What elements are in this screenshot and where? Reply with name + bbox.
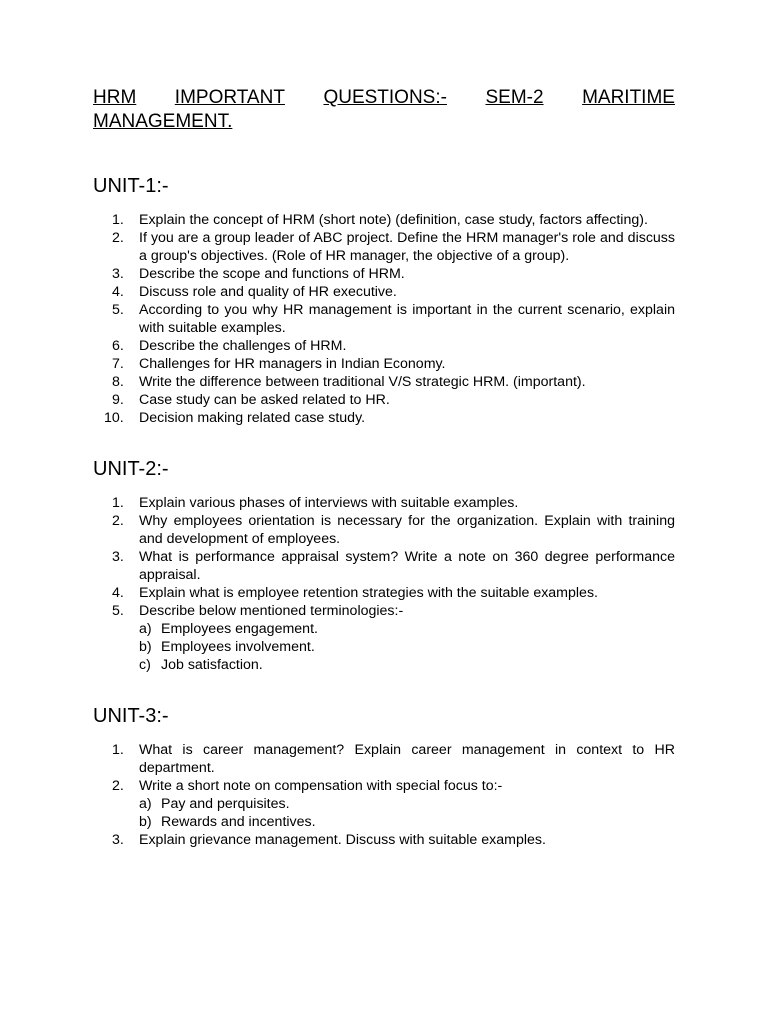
question-text: Decision making related case study.	[139, 410, 366, 426]
unit-2-sub-list	[139, 620, 675, 674]
unit-3-heading: UNIT-3:-	[93, 705, 169, 727]
unit-1-question-list	[93, 211, 675, 427]
sub-item-label: b)	[139, 639, 152, 655]
question-text: Explain various phases of interviews with suitable examples.	[139, 495, 519, 511]
question-number: 5.	[112, 302, 124, 318]
question-number: 9.	[112, 392, 124, 408]
sub-item	[139, 813, 675, 831]
sub-item-label: a)	[139, 621, 152, 637]
question-text: Why employees orientation is necessary for the organization. Explain with training and development of employees.	[139, 513, 675, 547]
question-number: 3.	[112, 266, 124, 282]
question-item	[93, 741, 675, 777]
question-item	[93, 512, 675, 548]
question-item	[93, 373, 675, 391]
question-text: Discuss role and quality of HR executive.	[139, 284, 397, 300]
title-word: MARITIME	[582, 87, 675, 108]
sub-item-label: a)	[139, 796, 152, 812]
question-item	[93, 777, 675, 831]
question-number: 3.	[112, 832, 124, 848]
sub-item	[139, 795, 675, 813]
sub-item	[139, 638, 675, 656]
question-text: Case study can be asked related to HR.	[139, 392, 390, 408]
question-item	[93, 337, 675, 355]
question-item	[93, 602, 675, 674]
question-text: Describe the scope and functions of HRM.	[139, 266, 405, 282]
question-item	[93, 265, 675, 283]
question-number: 1.	[112, 212, 124, 228]
question-number: 1.	[112, 742, 124, 758]
question-item	[93, 283, 675, 301]
sub-item-label: c)	[139, 657, 151, 673]
question-item	[93, 584, 675, 602]
question-item	[93, 355, 675, 373]
question-number: 2.	[112, 513, 124, 529]
question-item	[93, 548, 675, 584]
sub-item-text: Employees engagement.	[161, 621, 318, 637]
title-word: HRM	[93, 87, 137, 108]
unit-3-sub-list	[139, 795, 675, 831]
title-line-1	[93, 86, 675, 110]
question-number: 4.	[112, 585, 124, 601]
sub-item-text: Employees involvement.	[161, 639, 315, 655]
sub-item	[139, 620, 675, 638]
sub-item-label: b)	[139, 814, 152, 830]
question-number: 3.	[112, 549, 124, 565]
document-page	[93, 86, 675, 849]
title-line-2: MANAGEMENT.	[93, 111, 233, 132]
question-number: 5.	[112, 603, 124, 619]
sub-item-text: Job satisfaction.	[161, 657, 263, 673]
question-text: Write the difference between traditional V/S strategic HRM. (important).	[139, 374, 586, 390]
question-text: What is career management? Explain career management in context to HR department.	[139, 742, 675, 776]
question-text: According to you why HR management is important in the current scenario, explain with suitable examples.	[139, 302, 675, 336]
question-item	[93, 494, 675, 512]
question-text: Write a short note on compensation with special focus to:-	[139, 778, 503, 794]
question-item	[93, 229, 675, 265]
question-number: 7.	[112, 356, 124, 372]
unit-2-heading: UNIT-2:-	[93, 458, 169, 480]
title-word: IMPORTANT	[174, 87, 285, 108]
question-number: 8.	[112, 374, 124, 390]
question-item	[93, 391, 675, 409]
question-text: Explain the concept of HRM (short note) (definition, case study, factors affecting).	[139, 212, 648, 228]
question-text: If you are a group leader of ABC project. Define the HRM manager's role and discuss a group's objectives. (Role of HR manager, the objective of a group).	[139, 230, 675, 264]
question-number: 6.	[112, 338, 124, 354]
question-text: Explain grievance management. Discuss with suitable examples.	[139, 832, 546, 848]
question-text: Describe the challenges of HRM.	[139, 338, 347, 354]
question-item	[93, 301, 675, 337]
question-number: 10.	[104, 410, 124, 426]
question-item	[93, 211, 675, 229]
unit-1-heading: UNIT-1:-	[93, 175, 169, 197]
question-text: Describe below mentioned terminologies:-	[139, 603, 404, 619]
question-number: 2.	[112, 778, 124, 794]
question-number: 2.	[112, 230, 124, 246]
title-word: QUESTIONS:-	[323, 87, 447, 108]
question-item	[93, 409, 675, 427]
sub-item-text: Pay and perquisites.	[161, 796, 290, 812]
question-text: Explain what is employee retention strategies with the suitable examples.	[139, 585, 598, 601]
question-number: 4.	[112, 284, 124, 300]
question-text: Challenges for HR managers in Indian Economy.	[139, 356, 446, 372]
title-word: SEM-2	[485, 87, 544, 108]
question-number: 1.	[112, 495, 124, 511]
question-text: What is performance appraisal system? Write a note on 360 degree performance appraisal.	[139, 549, 675, 583]
unit-2-question-list	[93, 494, 675, 674]
question-item	[93, 831, 675, 849]
sub-item-text: Rewards and incentives.	[161, 814, 316, 830]
unit-3-question-list	[93, 741, 675, 849]
document-title	[93, 86, 675, 134]
sub-item	[139, 656, 675, 674]
